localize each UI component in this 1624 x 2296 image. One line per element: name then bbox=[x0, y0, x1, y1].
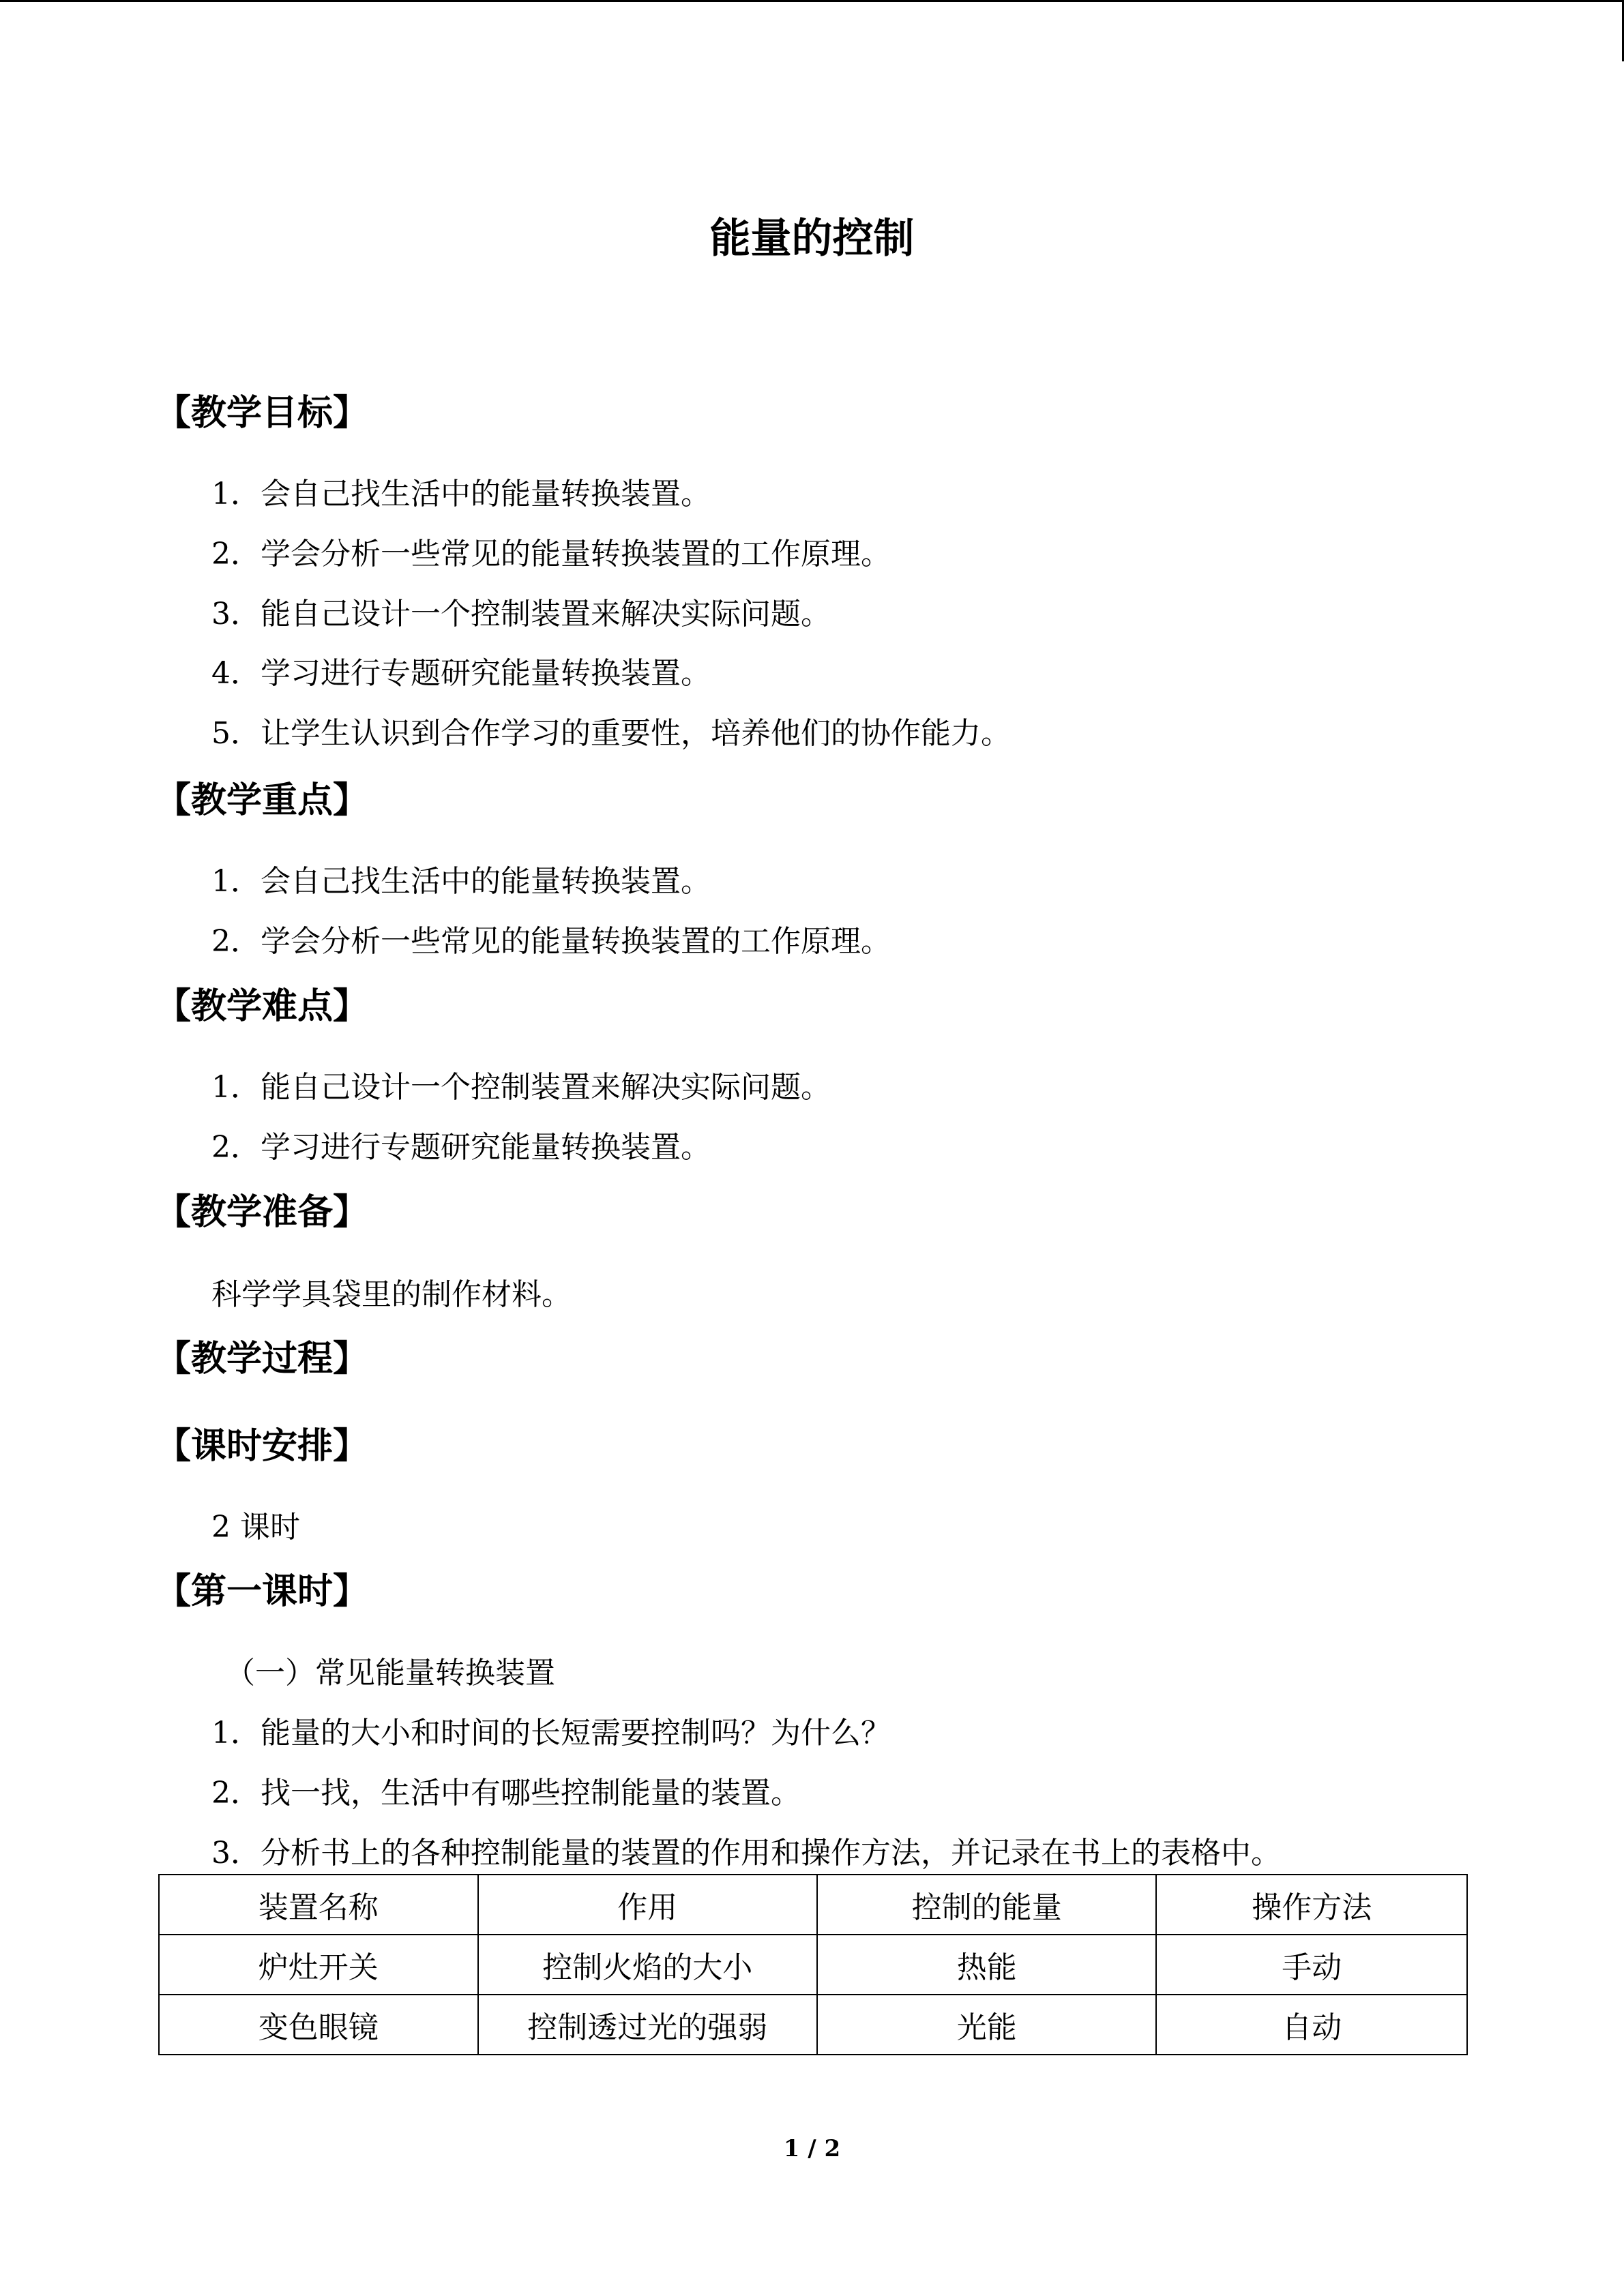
schedule-item-1: 2 课时 bbox=[211, 1510, 300, 1545]
heading-schedule: 【课时安排】 bbox=[156, 1426, 369, 1467]
lesson-1-subheading: （一）常见能量转换装置 bbox=[225, 1656, 555, 1690]
goal-item-4: 4．学习进行专题研究能量转换装置。 bbox=[211, 656, 711, 691]
table-header-function: 作用 bbox=[478, 1875, 817, 1935]
table-header-device-name: 装置名称 bbox=[159, 1875, 478, 1935]
goal-item-1: 1．会自己找生活中的能量转换装置。 bbox=[211, 477, 711, 511]
energy-control-devices-table bbox=[158, 1874, 1468, 2055]
key-point-item-2: 2．学会分析一些常见的能量转换装置的工作原理。 bbox=[211, 924, 891, 959]
table-header-operation: 操作方法 bbox=[1156, 1875, 1467, 1935]
table-row bbox=[159, 1995, 1467, 2055]
heading-key-points: 【教学重点】 bbox=[156, 780, 369, 821]
heading-goals: 【教学目标】 bbox=[156, 393, 369, 434]
table-cell: 控制火焰的大小 bbox=[478, 1935, 817, 1995]
heading-difficulties: 【教学难点】 bbox=[156, 986, 369, 1027]
table-cell: 变色眼镜 bbox=[159, 1995, 478, 2055]
difficulty-item-1: 1．能自己设计一个控制装置来解决实际问题。 bbox=[211, 1070, 831, 1105]
heading-process: 【教学过程】 bbox=[156, 1339, 369, 1380]
table-row bbox=[159, 1935, 1467, 1995]
table-cell: 光能 bbox=[817, 1995, 1156, 2055]
preparation-item-1: 科学学具袋里的制作材料。 bbox=[211, 1277, 572, 1312]
table-header-row bbox=[159, 1875, 1467, 1935]
heading-preparation: 【教学准备】 bbox=[156, 1192, 369, 1233]
table-cell: 炉灶开关 bbox=[159, 1935, 478, 1995]
lesson-1-item-3: 3．分析书上的各种控制能量的装置的作用和操作方法，并记录在书上的表格中。 bbox=[211, 1836, 1281, 1870]
document-title: 能量的控制 bbox=[709, 215, 915, 263]
top-border-rule bbox=[0, 0, 1624, 2]
heading-lesson-1: 【第一课时】 bbox=[156, 1571, 369, 1612]
goal-item-5: 5．让学生认识到合作学习的重要性，培养他们的协作能力。 bbox=[211, 716, 1011, 751]
difficulty-item-2: 2．学习进行专题研究能量转换装置。 bbox=[211, 1130, 711, 1165]
table-cell: 自动 bbox=[1156, 1995, 1467, 2055]
goal-item-2: 2．学会分析一些常见的能量转换装置的工作原理。 bbox=[211, 537, 891, 571]
table-cell: 控制透过光的强弱 bbox=[478, 1995, 817, 2055]
goal-item-3: 3．能自己设计一个控制装置来解决实际问题。 bbox=[211, 597, 831, 631]
table-cell: 热能 bbox=[817, 1935, 1156, 1995]
table-cell: 手动 bbox=[1156, 1935, 1467, 1995]
page-number: 1 / 2 bbox=[783, 2135, 841, 2162]
lesson-1-item-2: 2．找一找，生活中有哪些控制能量的装置。 bbox=[211, 1776, 801, 1810]
key-point-item-1: 1．会自己找生活中的能量转换装置。 bbox=[211, 864, 711, 899]
lesson-1-item-1: 1．能量的大小和时间的长短需要控制吗？为什么？ bbox=[211, 1716, 891, 1750]
table-header-energy: 控制的能量 bbox=[817, 1875, 1156, 1935]
